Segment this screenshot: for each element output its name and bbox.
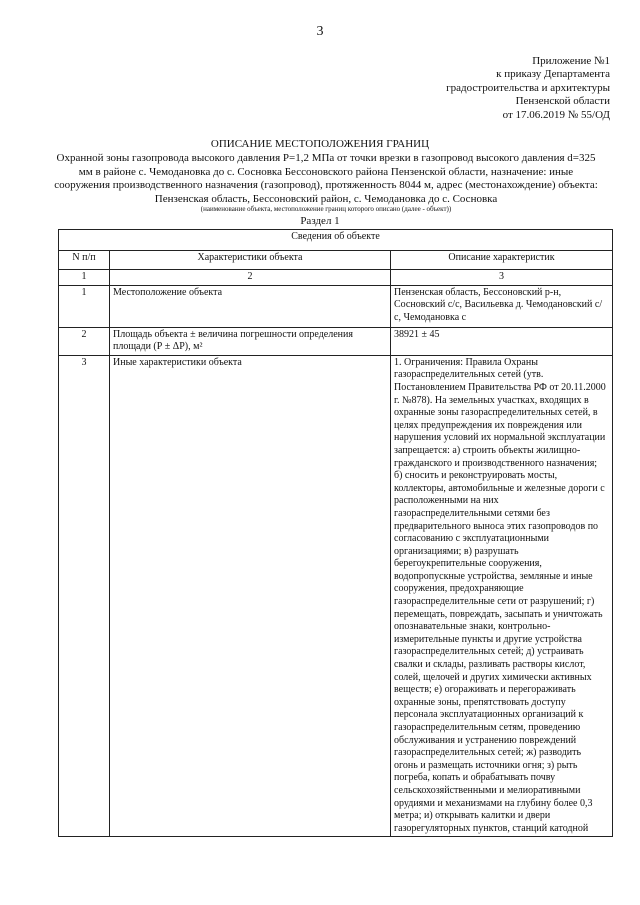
table-title: Сведения об объекте (59, 230, 613, 251)
row-number: 1 (59, 285, 110, 327)
document-title: ОПИСАНИЕ МЕСТОПОЛОЖЕНИЯ ГРАНИЦ (210, 138, 430, 150)
appendix-line: Приложение №1 (532, 55, 610, 67)
column-number: 3 (391, 270, 613, 286)
row-characteristic: Местоположение объекта (110, 285, 391, 327)
object-info-table (58, 229, 613, 837)
object-description: Охранной зоны газопровода высокого давления Р=1,2 МПа от точки врезки в газопровод высокого давления d=325 мм в районе с. Чемодановка до с. Сосновка Бессоновского района Пензенской области, назначение: иные сооружения производственного назначения (газопровод), протяженность 8044 м, адрес (местонахождение) объекта: Пензенская область, Бессоновский район, с. Чемодановка до с. Сосновка (54, 152, 598, 205)
table-row (59, 327, 613, 355)
column-header-characteristic: Характеристики объекта (110, 251, 391, 270)
column-number: 2 (110, 270, 391, 286)
row-value: 1. Ограничения: Правила Охраны газораспределительных сетей (утв. Постановлением Правительства РФ от 20.11.2000 г. №878). На земельных участках, входящих в охранные зоны газораспределительных сетей, в целях предупреждения их повреждения или нарушения условий их нормальной эксплуатации запрещается: а) строить объекты жилищно-гражданского и производственного назначения; б) сносить и реконструировать мосты, коллекторы, автомобильные и железные дороги с расположенными на них газораспределительными сетями без предварительного выноса этих газопроводов по согласованию с эксплуатационными организациями; в) разрушать берегоукрепительные сооружения, водопропускные устройства, земляные и иные сооружения, предохраняющие газораспределительные сети от разрушений; г) перемещать, повреждать, засыпать и уничтожать опознавательные знаки, контрольно-измерительные пункты и другие устройства газораспределительных сетей; д) устраивать свалки и склады, разливать растворы кислот, солей, щелочей и других химически активных веществ; е) огораживать и перегораживать охранные зоны, препятствовать доступу персонала эксплуатационных организаций к газораспределительным сетям, проведению обслуживания и устранению повреждений газораспределительных сетей; ж) разводить огонь и размещать источники огня; з) рыть погреба, копать и обрабатывать почву сельскохозяйственными и мелиоративными орудиями и механизмами на глубину более 0,3 метра; и) открывать калитки и двери газорегуляторных пунктов, станций катодной (394, 356, 606, 834)
row-characteristic: Площадь объекта ± величина погрешности определения площади (Р ± ΔР), м² (110, 327, 391, 355)
appendix-line: градостроительства и архитектуры (446, 81, 610, 94)
description-caption: (наименование объекта, местоположение границ которого описано (далее - объект)) (200, 205, 452, 213)
column-number: 1 (59, 270, 110, 286)
row-characteristic: Иные характеристики объекта (110, 355, 391, 837)
table-row (59, 355, 613, 837)
appendix-line: Пензенской области (515, 95, 610, 108)
row-number: 3 (59, 355, 110, 837)
row-value: Пензенская область, Бессоновский р-н, Сосновский с/с, Васильевка д. Чемодановский с/с, Чемодановка с (391, 285, 613, 327)
page-number: 3 (316, 24, 324, 39)
section-heading: Раздел 1 (300, 215, 340, 227)
column-header-description: Описание характеристик (391, 251, 613, 270)
appendix-line: от 17.06.2019 № 55/ОД (502, 108, 610, 121)
column-header-number: N п/п (59, 251, 110, 270)
row-value-cell (391, 355, 613, 837)
appendix-line: к приказу Департамента (496, 68, 610, 81)
table-row (59, 285, 613, 327)
row-value: 38921 ± 45 (391, 327, 613, 355)
row-number: 2 (59, 327, 110, 355)
appendix-block (446, 55, 610, 122)
